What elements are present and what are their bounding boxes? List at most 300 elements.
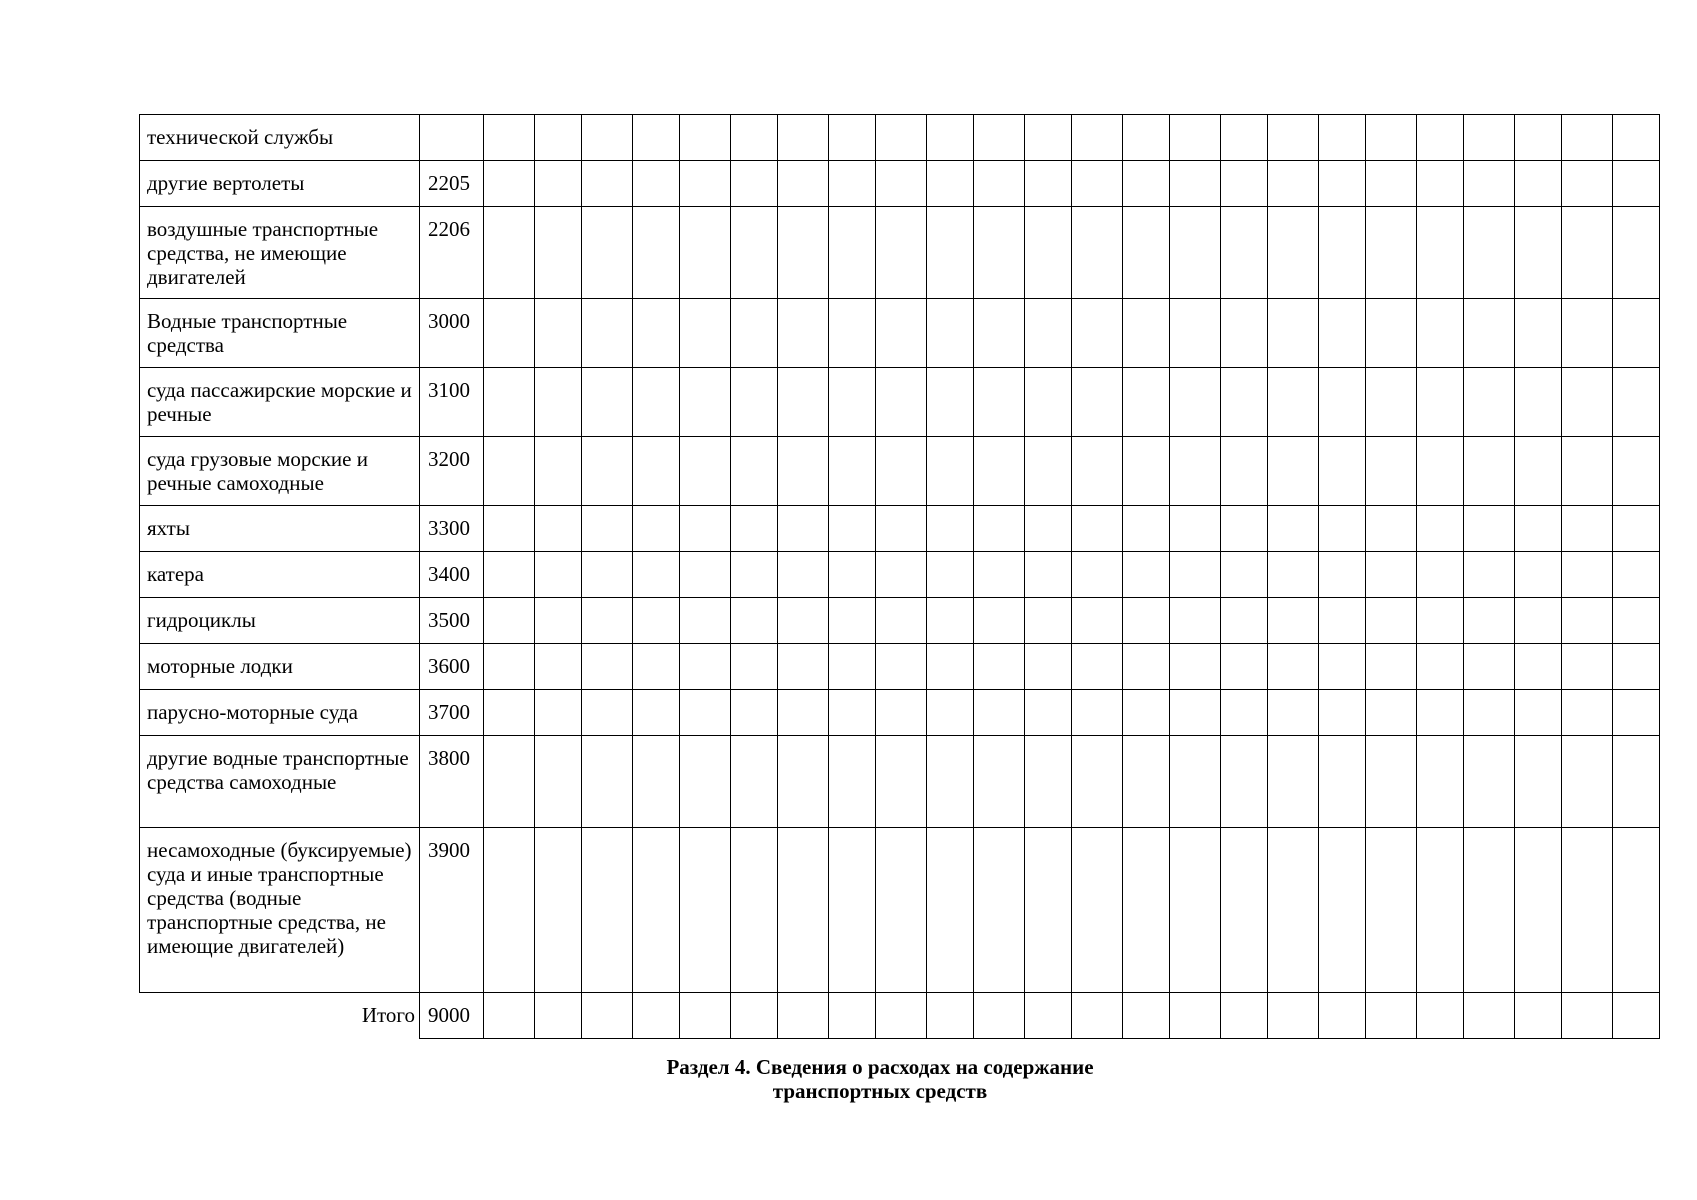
empty-cell	[1268, 993, 1319, 1039]
empty-cell	[1268, 437, 1319, 506]
row-code: 3700	[420, 690, 484, 736]
empty-cell	[778, 115, 829, 161]
empty-cell	[1025, 161, 1072, 207]
empty-cell	[1417, 368, 1464, 437]
empty-cell	[731, 207, 778, 299]
empty-cell	[680, 736, 731, 828]
empty-cell	[1319, 368, 1366, 437]
empty-cell	[1562, 506, 1613, 552]
empty-cell	[731, 690, 778, 736]
empty-cell	[927, 552, 974, 598]
table-row	[140, 828, 1660, 993]
empty-cell	[1464, 368, 1515, 437]
row-code: 9000	[420, 993, 484, 1039]
empty-cell	[1221, 368, 1268, 437]
empty-cell	[974, 644, 1025, 690]
empty-cell	[927, 115, 974, 161]
empty-cell	[1366, 598, 1417, 644]
empty-cell	[1515, 368, 1562, 437]
empty-cell	[633, 437, 680, 506]
empty-cell	[731, 368, 778, 437]
empty-cell	[484, 644, 535, 690]
empty-cell	[1170, 828, 1221, 993]
empty-cell	[1464, 506, 1515, 552]
empty-cell	[829, 644, 876, 690]
empty-cell	[731, 644, 778, 690]
empty-cell	[633, 993, 680, 1039]
empty-cell	[1319, 598, 1366, 644]
empty-cell	[484, 506, 535, 552]
empty-cell	[1268, 368, 1319, 437]
empty-cell	[731, 993, 778, 1039]
empty-cell	[829, 690, 876, 736]
empty-cell	[484, 437, 535, 506]
empty-cell	[1123, 598, 1170, 644]
empty-cell	[1221, 736, 1268, 828]
empty-cell	[633, 598, 680, 644]
row-label: другие водные транспортные средства самоходные	[140, 736, 420, 828]
empty-cell	[1417, 598, 1464, 644]
empty-cell	[633, 115, 680, 161]
empty-cell	[582, 437, 633, 506]
empty-cell	[1366, 736, 1417, 828]
empty-cell	[1613, 828, 1660, 993]
empty-cell	[876, 161, 927, 207]
empty-cell	[1221, 598, 1268, 644]
empty-cell	[731, 437, 778, 506]
table-row	[140, 736, 1660, 828]
row-label: суда пассажирские морские и речные	[140, 368, 420, 437]
empty-cell	[927, 598, 974, 644]
empty-cell	[1025, 690, 1072, 736]
empty-cell	[1464, 644, 1515, 690]
empty-cell	[1464, 828, 1515, 993]
empty-cell	[1562, 552, 1613, 598]
empty-cell	[1123, 736, 1170, 828]
empty-cell	[484, 736, 535, 828]
empty-cell	[1319, 437, 1366, 506]
empty-cell	[1515, 506, 1562, 552]
empty-cell	[731, 115, 778, 161]
empty-cell	[633, 552, 680, 598]
empty-cell	[829, 161, 876, 207]
empty-cell	[829, 552, 876, 598]
row-label: парусно-моторные суда	[140, 690, 420, 736]
table-row	[140, 506, 1660, 552]
empty-cell	[633, 299, 680, 368]
empty-cell	[829, 299, 876, 368]
empty-cell	[1025, 368, 1072, 437]
empty-cell	[535, 644, 582, 690]
row-code: 3900	[420, 828, 484, 993]
empty-cell	[582, 161, 633, 207]
empty-cell	[1613, 552, 1660, 598]
empty-cell	[876, 690, 927, 736]
table-row	[140, 368, 1660, 437]
empty-cell	[829, 736, 876, 828]
empty-cell	[1319, 690, 1366, 736]
empty-cell	[829, 437, 876, 506]
empty-cell	[876, 993, 927, 1039]
empty-cell	[1417, 552, 1464, 598]
empty-cell	[1613, 368, 1660, 437]
empty-cell	[582, 598, 633, 644]
table-row	[140, 161, 1660, 207]
empty-cell	[1268, 115, 1319, 161]
empty-cell	[535, 993, 582, 1039]
empty-cell	[1072, 598, 1123, 644]
empty-cell	[1072, 552, 1123, 598]
empty-cell	[535, 506, 582, 552]
table-row	[140, 690, 1660, 736]
empty-cell	[1464, 736, 1515, 828]
empty-cell	[1417, 299, 1464, 368]
empty-cell	[731, 506, 778, 552]
empty-cell	[1170, 506, 1221, 552]
empty-cell	[680, 115, 731, 161]
empty-cell	[633, 368, 680, 437]
empty-cell	[1319, 993, 1366, 1039]
empty-cell	[974, 736, 1025, 828]
row-code: 3600	[420, 644, 484, 690]
empty-cell	[1319, 115, 1366, 161]
empty-cell	[535, 736, 582, 828]
empty-cell	[1319, 552, 1366, 598]
empty-cell	[1268, 690, 1319, 736]
empty-cell	[1123, 828, 1170, 993]
empty-cell	[1464, 161, 1515, 207]
empty-cell	[582, 207, 633, 299]
empty-cell	[633, 828, 680, 993]
table-row	[140, 299, 1660, 368]
empty-cell	[1417, 690, 1464, 736]
empty-cell	[778, 207, 829, 299]
empty-cell	[535, 552, 582, 598]
empty-cell	[1613, 598, 1660, 644]
empty-cell	[1417, 644, 1464, 690]
empty-cell	[582, 115, 633, 161]
empty-cell	[1170, 598, 1221, 644]
empty-cell	[1221, 115, 1268, 161]
empty-cell	[582, 299, 633, 368]
empty-cell	[1072, 368, 1123, 437]
empty-cell	[484, 828, 535, 993]
empty-cell	[1515, 993, 1562, 1039]
empty-cell	[927, 299, 974, 368]
empty-cell	[1268, 506, 1319, 552]
empty-cell	[1123, 993, 1170, 1039]
row-code: 3500	[420, 598, 484, 644]
empty-cell	[1515, 161, 1562, 207]
empty-cell	[974, 207, 1025, 299]
empty-cell	[1417, 437, 1464, 506]
empty-cell	[927, 161, 974, 207]
empty-cell	[974, 506, 1025, 552]
empty-cell	[974, 598, 1025, 644]
empty-cell	[1613, 690, 1660, 736]
empty-cell	[1366, 368, 1417, 437]
empty-cell	[876, 368, 927, 437]
empty-cell	[1515, 299, 1562, 368]
empty-cell	[829, 598, 876, 644]
empty-cell	[731, 828, 778, 993]
empty-cell	[974, 552, 1025, 598]
empty-cell	[582, 828, 633, 993]
row-code: 3100	[420, 368, 484, 437]
empty-cell	[927, 736, 974, 828]
empty-cell	[1464, 993, 1515, 1039]
empty-cell	[680, 552, 731, 598]
empty-cell	[1515, 736, 1562, 828]
empty-cell	[731, 552, 778, 598]
empty-cell	[927, 368, 974, 437]
section-title-line-2: транспортных средств	[772, 1079, 988, 1103]
empty-cell	[778, 437, 829, 506]
empty-cell	[1562, 368, 1613, 437]
row-label: технической службы	[140, 115, 420, 161]
table-row	[140, 993, 1660, 1039]
empty-cell	[1562, 161, 1613, 207]
empty-cell	[1515, 598, 1562, 644]
empty-cell	[974, 437, 1025, 506]
empty-cell	[1072, 644, 1123, 690]
empty-cell	[829, 828, 876, 993]
empty-cell	[1123, 552, 1170, 598]
empty-cell	[484, 552, 535, 598]
empty-cell	[633, 690, 680, 736]
row-code: 2205	[420, 161, 484, 207]
row-label: несамоходные (буксируемые) суда и иные транспортные средства (водные транспортные средства, не имеющие двигателей)	[140, 828, 420, 993]
empty-cell	[1221, 552, 1268, 598]
empty-cell	[1366, 207, 1417, 299]
empty-cell	[680, 437, 731, 506]
empty-cell	[1417, 828, 1464, 993]
empty-cell	[680, 368, 731, 437]
empty-cell	[1025, 644, 1072, 690]
empty-cell	[1319, 506, 1366, 552]
empty-cell	[1170, 368, 1221, 437]
empty-cell	[876, 598, 927, 644]
empty-cell	[1072, 690, 1123, 736]
empty-cell	[1170, 437, 1221, 506]
empty-cell	[1072, 736, 1123, 828]
empty-cell	[778, 644, 829, 690]
empty-cell	[778, 598, 829, 644]
empty-cell	[1562, 644, 1613, 690]
empty-cell	[974, 115, 1025, 161]
empty-cell	[1613, 437, 1660, 506]
empty-cell	[1221, 644, 1268, 690]
empty-cell	[1417, 993, 1464, 1039]
empty-cell	[1613, 736, 1660, 828]
empty-cell	[1366, 437, 1417, 506]
empty-cell	[1170, 552, 1221, 598]
empty-cell	[876, 644, 927, 690]
table-row	[140, 207, 1660, 299]
empty-cell	[1515, 115, 1562, 161]
empty-cell	[1025, 299, 1072, 368]
empty-cell	[1268, 552, 1319, 598]
empty-cell	[484, 598, 535, 644]
empty-cell	[1515, 437, 1562, 506]
empty-cell	[1515, 552, 1562, 598]
empty-cell	[1562, 115, 1613, 161]
empty-cell	[1170, 299, 1221, 368]
empty-cell	[1464, 115, 1515, 161]
empty-cell	[1072, 828, 1123, 993]
empty-cell	[1417, 207, 1464, 299]
empty-cell	[1170, 207, 1221, 299]
row-code: 3400	[420, 552, 484, 598]
empty-cell	[1366, 299, 1417, 368]
row-label: другие вертолеты	[140, 161, 420, 207]
table-row	[140, 598, 1660, 644]
empty-cell	[1562, 207, 1613, 299]
empty-cell	[876, 207, 927, 299]
empty-cell	[1221, 690, 1268, 736]
empty-cell	[1025, 207, 1072, 299]
empty-cell	[1025, 115, 1072, 161]
data-table	[139, 114, 1660, 1039]
empty-cell	[680, 828, 731, 993]
empty-cell	[1562, 828, 1613, 993]
empty-cell	[1366, 690, 1417, 736]
empty-cell	[731, 736, 778, 828]
empty-cell	[1268, 207, 1319, 299]
empty-cell	[535, 690, 582, 736]
empty-cell	[1464, 437, 1515, 506]
empty-cell	[974, 993, 1025, 1039]
empty-cell	[778, 736, 829, 828]
empty-cell	[1268, 161, 1319, 207]
empty-cell	[778, 506, 829, 552]
empty-cell	[1221, 299, 1268, 368]
empty-cell	[1319, 736, 1366, 828]
empty-cell	[778, 368, 829, 437]
empty-cell	[1417, 506, 1464, 552]
empty-cell	[731, 161, 778, 207]
empty-cell	[680, 690, 731, 736]
empty-cell	[1123, 115, 1170, 161]
empty-cell	[1515, 828, 1562, 993]
empty-cell	[1025, 828, 1072, 993]
empty-cell	[927, 644, 974, 690]
row-code: 3000	[420, 299, 484, 368]
empty-cell	[1170, 993, 1221, 1039]
empty-cell	[582, 368, 633, 437]
empty-cell	[1562, 736, 1613, 828]
empty-cell	[927, 993, 974, 1039]
table-row	[140, 437, 1660, 506]
empty-cell	[1072, 207, 1123, 299]
empty-cell	[484, 368, 535, 437]
empty-cell	[680, 644, 731, 690]
empty-cell	[680, 299, 731, 368]
row-code: 2206	[420, 207, 484, 299]
row-label: воздушные транспортные средства, не имеющие двигателей	[140, 207, 420, 299]
empty-cell	[1072, 115, 1123, 161]
empty-cell	[535, 299, 582, 368]
empty-cell	[582, 552, 633, 598]
empty-cell	[778, 690, 829, 736]
empty-cell	[1123, 506, 1170, 552]
empty-cell	[484, 115, 535, 161]
empty-cell	[927, 207, 974, 299]
empty-cell	[1221, 437, 1268, 506]
empty-cell	[1123, 299, 1170, 368]
empty-cell	[1025, 598, 1072, 644]
empty-cell	[1417, 115, 1464, 161]
empty-cell	[1515, 207, 1562, 299]
empty-cell	[582, 736, 633, 828]
empty-cell	[927, 690, 974, 736]
empty-cell	[1268, 598, 1319, 644]
empty-cell	[1025, 993, 1072, 1039]
row-label: Водные транспортные средства	[140, 299, 420, 368]
empty-cell	[876, 437, 927, 506]
empty-cell	[1268, 644, 1319, 690]
empty-cell	[1366, 552, 1417, 598]
empty-cell	[1464, 598, 1515, 644]
empty-cell	[1268, 299, 1319, 368]
empty-cell	[535, 115, 582, 161]
empty-cell	[1170, 115, 1221, 161]
empty-cell	[484, 299, 535, 368]
empty-cell	[731, 598, 778, 644]
empty-cell	[829, 506, 876, 552]
empty-cell	[927, 828, 974, 993]
empty-cell	[535, 828, 582, 993]
empty-cell	[1025, 736, 1072, 828]
empty-cell	[1366, 161, 1417, 207]
empty-cell	[484, 161, 535, 207]
empty-cell	[582, 644, 633, 690]
empty-cell	[1170, 690, 1221, 736]
empty-cell	[778, 299, 829, 368]
empty-cell	[484, 690, 535, 736]
empty-cell	[484, 993, 535, 1039]
empty-cell	[974, 161, 1025, 207]
empty-cell	[1072, 506, 1123, 552]
empty-cell	[1613, 115, 1660, 161]
empty-cell	[876, 828, 927, 993]
empty-cell	[484, 207, 535, 299]
empty-cell	[680, 598, 731, 644]
empty-cell	[1319, 161, 1366, 207]
empty-cell	[1025, 506, 1072, 552]
row-label: яхты	[140, 506, 420, 552]
empty-cell	[974, 828, 1025, 993]
empty-cell	[927, 437, 974, 506]
empty-cell	[1562, 690, 1613, 736]
empty-cell	[829, 207, 876, 299]
empty-cell	[1170, 736, 1221, 828]
row-label: моторные лодки	[140, 644, 420, 690]
empty-cell	[1613, 207, 1660, 299]
section-title	[640, 1055, 1120, 1103]
row-code: 3800	[420, 736, 484, 828]
empty-cell	[1025, 437, 1072, 506]
empty-cell	[1464, 207, 1515, 299]
table-row	[140, 115, 1660, 161]
empty-cell	[876, 506, 927, 552]
empty-cell	[1268, 736, 1319, 828]
row-code: 3200	[420, 437, 484, 506]
empty-cell	[778, 552, 829, 598]
row-label: катера	[140, 552, 420, 598]
empty-cell	[680, 207, 731, 299]
empty-cell	[1562, 299, 1613, 368]
